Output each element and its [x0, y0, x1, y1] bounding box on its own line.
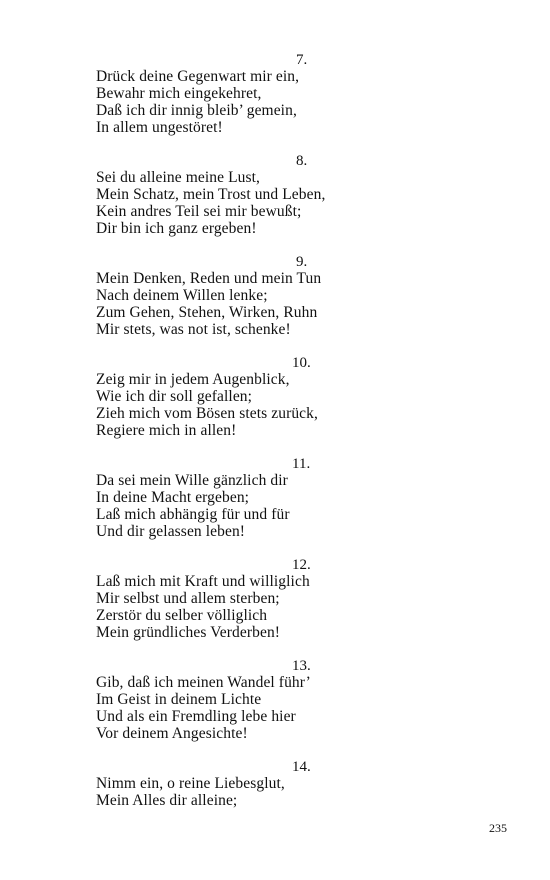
stanza-number: 9.	[296, 254, 308, 270]
verse-line: In allem ungestöret!	[96, 119, 223, 136]
stanza-number: 14.	[292, 759, 311, 775]
stanza-number: 10.	[292, 355, 311, 371]
verse-line: Zerstör du selber völliglich	[96, 607, 268, 624]
stanza-number: 8.	[296, 153, 308, 169]
stanza-number: 7.	[296, 52, 308, 68]
verse-line: In deine Macht ergeben;	[96, 489, 250, 506]
verse-line: Zeig mir in jedem Augenblick,	[96, 371, 290, 388]
stanza-lines	[96, 68, 299, 136]
verse-line: Zieh mich vom Bösen stets zurück,	[96, 405, 318, 422]
verse-line: Nimm ein, o reine Liebesglut,	[96, 775, 285, 792]
stanza-lines	[96, 472, 290, 540]
stanza-number: 13.	[292, 658, 311, 674]
page-number: 235	[489, 821, 507, 835]
verse-line: Daß ich dir innig bleib’ gemein,	[96, 102, 297, 119]
verse-line: Nach deinem Willen lenke;	[96, 287, 268, 304]
verse-line: Laß mich abhängig für und für	[96, 506, 290, 523]
verse-line: Und als ein Fremdling lebe hier	[96, 708, 296, 725]
verse-line: Zum Gehen, Stehen, Wirken, Ruhn	[96, 304, 318, 321]
verse-line: Mein Schatz, mein Trost und Leben,	[96, 186, 326, 203]
verse-line: Gib, daß ich meinen Wandel führ’	[96, 674, 311, 691]
stanza-lines	[96, 674, 311, 742]
verse-line: Mein Alles dir alleine;	[96, 792, 238, 809]
verse-line: Vor deinem Angesichte!	[96, 725, 248, 742]
verse-line: Bewahr mich eingekehret,	[96, 85, 262, 102]
verse-line: Mir selbst und allem sterben;	[96, 590, 280, 607]
verse-line: Mein Denken, Reden und mein Tun	[96, 270, 322, 287]
verse-line: Mir stets, was not ist, schenke!	[96, 321, 291, 338]
verse-line: Da sei mein Wille gänzlich dir	[96, 472, 288, 489]
stanza-number: 11.	[292, 456, 311, 472]
stanza-lines	[96, 270, 321, 338]
verse-line: Drück deine Gegenwart mir ein,	[96, 68, 300, 85]
verse-line: Und dir gelassen leben!	[96, 523, 246, 540]
verse-line: Im Geist in deinem Lichte	[96, 691, 262, 708]
stanza-lines	[96, 169, 325, 237]
verse-line: Sei du alleine meine Lust,	[96, 169, 261, 186]
verse-line: Laß mich mit Kraft und williglich	[96, 573, 310, 590]
verse-line: Wie ich dir soll gefallen;	[96, 388, 253, 405]
verse-line: Mein gründliches Verderben!	[96, 624, 281, 641]
verse-line: Regiere mich in allen!	[96, 422, 237, 439]
verse-line: Kein andres Teil sei mir bewußt;	[96, 203, 302, 220]
verse-line: Dir bin ich ganz ergeben!	[96, 220, 257, 237]
stanza-number: 12.	[292, 557, 311, 573]
stanza-lines	[96, 371, 318, 439]
stanza-lines	[96, 775, 285, 809]
stanza-lines	[96, 573, 310, 641]
